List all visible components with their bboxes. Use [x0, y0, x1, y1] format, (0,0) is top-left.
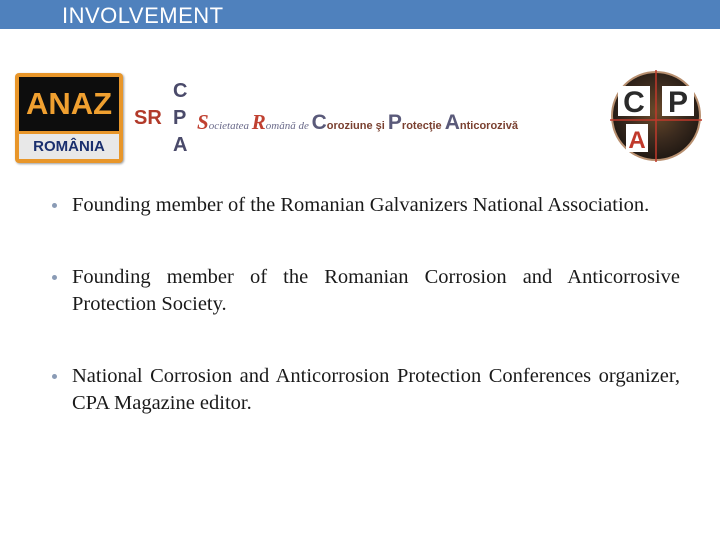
- list-item: [52, 264, 680, 318]
- bullet-dot-icon: [52, 203, 57, 208]
- cpa-letter-c: C: [623, 86, 645, 119]
- srpca-initial-c: C: [311, 111, 327, 134]
- list-item: [52, 363, 680, 417]
- bullet-text: Founding member of the Romanian Galvanizers National Association.: [72, 194, 650, 216]
- srpca-letter-a: A: [173, 134, 188, 156]
- srpca-initial-a: A: [444, 111, 460, 134]
- srpca-word-societatea: ocietatea: [208, 120, 252, 132]
- bullet-dot-icon: [52, 275, 57, 280]
- srpca-letter-p: P: [173, 107, 187, 129]
- srpca-initial-s: S: [197, 110, 209, 134]
- srpca-initial-r: R: [251, 110, 266, 134]
- srpca-word-romana: omână de: [265, 120, 312, 132]
- srpca-word-anticoroziva: nticorozivă: [459, 120, 518, 132]
- involvement-list: [52, 192, 680, 462]
- srpca-full-name: [197, 110, 518, 135]
- cpa-letter-p: P: [667, 86, 689, 119]
- anaz-logo-country: ROMÂNIA: [19, 134, 119, 159]
- list-item: [52, 192, 680, 219]
- anaz-logo: [15, 73, 123, 163]
- cpa-logo: [608, 68, 704, 164]
- srpca-prefix: SR: [134, 107, 162, 129]
- bullet-dot-icon: [52, 374, 57, 379]
- srpca-word-coroziune: oroziune şi: [326, 120, 388, 132]
- cpa-letter-a: A: [628, 127, 646, 154]
- srpca-letter-c: C: [173, 80, 188, 102]
- slide-title: INVOLVEMENT: [62, 3, 224, 28]
- anaz-logo-name: ANAZ: [19, 77, 119, 131]
- srpca-initial-p: P: [387, 111, 402, 134]
- bullet-text: Founding member of the Romanian Corrosion and Anticorrosive Protection Society.: [72, 266, 680, 315]
- bullet-text: National Corrosion and Anticorrosion Protection Conferences organizer, CPA Magazine editor.: [72, 365, 680, 414]
- srpca-word-protectie: rotecţie: [401, 120, 445, 132]
- title-bar: [0, 0, 720, 29]
